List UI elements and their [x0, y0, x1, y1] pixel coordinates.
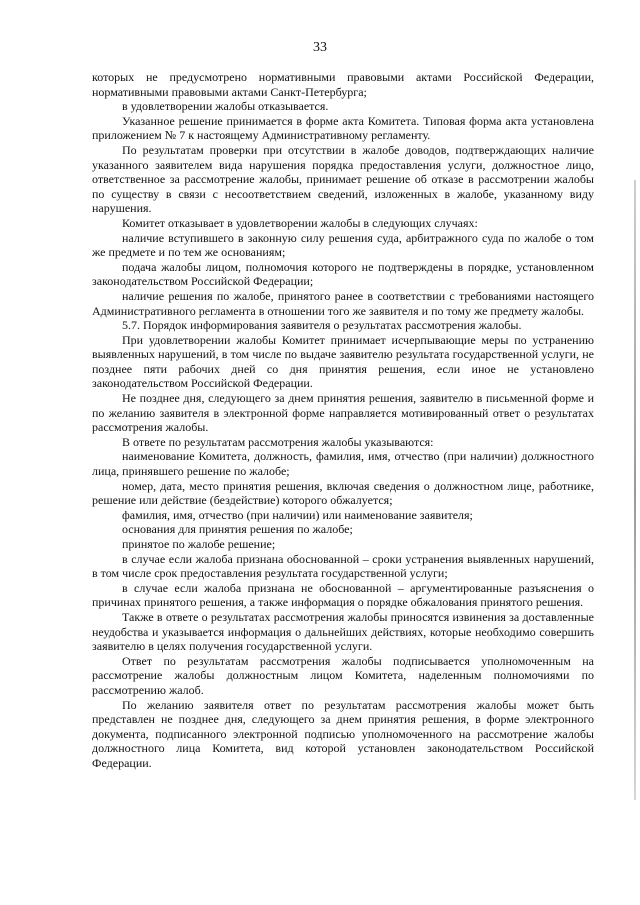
paragraph: При удовлетворении жалобы Комитет принимает исчерпывающие меры по устранению выявленных нарушений, в том числе по выдаче заявителю результата государственной услуги, не позднее пяти рабочих дней со дня принятия решения, если иное не установлено законодательством Российской Федерации.	[92, 332, 594, 391]
paragraph: в удовлетворении жалобы отказывается.	[122, 99, 329, 114]
paragraph: наименование Комитета, должность, фамилия, имя, отчество (при наличии) должностного лица, принявшего решение по жалобе;	[92, 449, 594, 479]
paragraph: в случае если жалоба признана обоснованной – сроки устранения выявленных нарушений, в том числе срок предоставления результата государственной услуги;	[92, 551, 594, 581]
paragraph: подача жалобы лицом, полномочия которого не подтверждены в порядке, установленном законодательством Российской Федерации;	[92, 259, 594, 289]
paragraph: Указанное решение принимается в форме акта Комитета. Типовая форма акта установлена приложением № 7 к настоящему Административному регламенту.	[92, 113, 594, 143]
paragraph: По результатам проверки при отсутствии в жалобе доводов, подтверждающих наличие указанного заявителем вида нарушения порядка предоставления услуги, должностное лицо, ответственное за рассмотрение жалобы, принимает решение об отказе в рассмотрении жалобы по существу в связи с несоответствием сведений, изложенных в жалобе, указанному виду нарушения.	[92, 142, 594, 216]
paragraph: основания для принятия решения по жалобе;	[122, 522, 353, 537]
scan-edge-shadow	[634, 180, 636, 800]
paragraph: В ответе по результатам рассмотрения жалобы указываются:	[122, 434, 434, 449]
paragraph: Ответ по результатам рассмотрения жалобы подписывается уполномоченным на рассмотрение жалобы должностным лицом Комитета, наделенным полномочиями по рассмотрению жалоб.	[92, 653, 594, 697]
paragraph: которых не предусмотрено нормативными правовыми актами Российской Федерации, нормативными правовыми актами Санкт-Петербурга;	[92, 70, 594, 99]
document-body	[92, 70, 594, 771]
paragraph: наличие вступившего в законную силу решения суда, арбитражного суда по жалобе о том же предмете и по тем же основаниям;	[92, 230, 594, 260]
page-number: 33	[313, 40, 327, 55]
paragraph: По желанию заявителя ответ по результатам рассмотрения жалобы может быть представлен не позднее дня, следующего за днем принятия решения, в форме электронного документа, подписанного электронной подписью уполномоченного на рассмотрение жалобы должностного лица Комитета, вид которой установлен законодательством Российской Федерации.	[92, 697, 594, 770]
paragraph: номер, дата, место принятия решения, включая сведения о должностном лице, работнике, решение или действие (бездействие) которого обжалуется;	[92, 478, 594, 508]
paragraph: принятое по жалобе решение;	[122, 537, 276, 551]
paragraph: Не позднее дня, следующего за днем принятия решения, заявителю в письменной форме и по желанию заявителя в электронной форме направляется мотивированный ответ о результатах рассмотрения жалобы.	[92, 391, 594, 435]
paragraph: фамилия, имя, отчество (при наличии) или наименование заявителя;	[122, 507, 473, 522]
paragraph: наличие решения по жалобе, принятого ранее в соответствии с требованиями настоящего Административного регламента в отношении того же заявителя и по тому же предмету жалобы.	[92, 288, 594, 318]
section-heading: 5.7. Порядок информирования заявителя о результатах рассмотрения жалобы.	[122, 318, 522, 333]
paragraph: в случае если жалоба признана не обоснованной – аргументированные разъяснения о причинах принятого решения, а также информация о порядке обжалования принятого решения.	[92, 580, 594, 610]
paragraph: Также в ответе о результатах рассмотрения жалобы приносятся извинения за доставленные неудобства и указывается информация о дальнейших действиях, которые необходимо совершить заявителю в целях получения государственной услуги.	[92, 609, 594, 654]
paragraph: Комитет отказывает в удовлетворении жалобы в следующих случаях:	[122, 215, 478, 230]
